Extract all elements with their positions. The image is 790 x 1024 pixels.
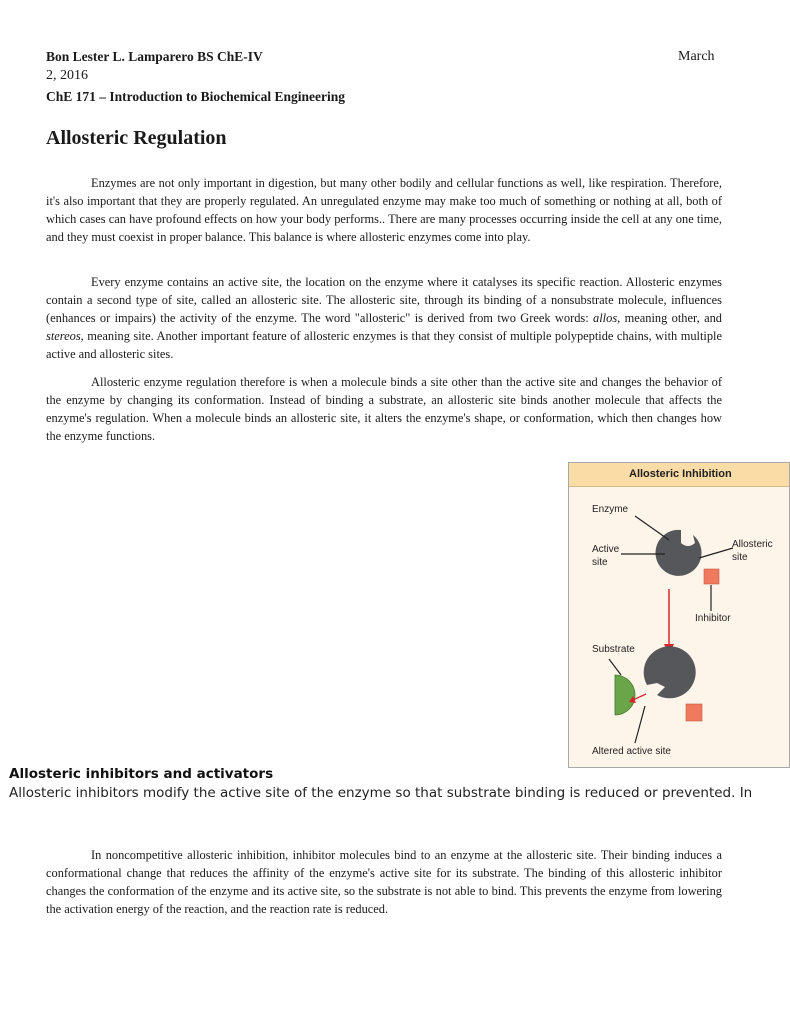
altered-site-leader-line bbox=[635, 706, 645, 743]
subsection-heading: Allosteric inhibitors and activators bbox=[9, 766, 274, 782]
allosteric-site-leader-line bbox=[699, 548, 733, 558]
subsection-text: Allosteric inhibitors modify the active site of the enzyme so that substrate binding is reduced or prevented. In bbox=[9, 785, 753, 801]
label-altered-active-site: Altered active site bbox=[592, 746, 671, 757]
term-allos: allos bbox=[593, 311, 618, 325]
label-allosteric-site-2: site bbox=[732, 552, 748, 563]
paragraph-text: Every enzyme contains an active site, the location on the enzyme where it catalyses its specific reaction. Allosteric enzymes contain a second type of site, called an allosteric site. The allosteric site, through its binding of a nonsubstrate molecule, influences (enhances or impairs) the activity of the enzyme. The word "allosteric" is derived from two Greek words: bbox=[46, 275, 722, 325]
date-day-year: 2, 2016 bbox=[46, 68, 88, 83]
author-line: Bon Lester L. Lamparero BS ChE-IV bbox=[46, 49, 263, 64]
paragraph-active-site bbox=[46, 273, 722, 363]
course-line: ChE 171 – Introduction to Biochemical Engineering bbox=[46, 89, 346, 104]
date-month: March bbox=[678, 49, 715, 64]
label-substrate: Substrate bbox=[592, 644, 635, 655]
inhibitor-square-top bbox=[704, 569, 719, 584]
allosteric-inhibition-figure bbox=[568, 462, 790, 768]
substrate-shape bbox=[615, 675, 635, 715]
enzyme-shape-top bbox=[656, 530, 702, 576]
paragraph-regulation: Allosteric enzyme regulation therefore is when a molecule binds a site other than the active site and changes the behavior of the enzyme by changing its conformation. Instead of binding a substrate, an allosteric site binds another molecule that affects the enzyme's regulation. When a molecule binds an allosteric site, it alters the enzyme's shape, or conformation, which then changes how the enzyme functions. bbox=[46, 375, 722, 443]
label-inhibitor: Inhibitor bbox=[695, 613, 731, 624]
label-active-site-1: Active bbox=[592, 544, 620, 555]
paragraph-text: , meaning other, and bbox=[617, 311, 722, 325]
substrate-leader-line bbox=[609, 659, 621, 675]
enzyme-leader-line bbox=[635, 516, 669, 540]
term-stereos: stereos bbox=[46, 329, 81, 343]
page-title: Allosteric Regulation bbox=[46, 127, 227, 149]
paragraph-noncompetitive: In noncompetitive allosteric inhibition, inhibitor molecules bind to an enzyme at the allosteric site. Their binding induces a conformational change that reduces the affinity of the enzyme's active site for its substrate. The binding of this allosteric inhibitor changes the conformation of the enzyme and its active site, so the substrate is not able to bind. This prevents the enzyme from lowering the activation energy of the reaction, and the reaction rate is reduced. bbox=[46, 848, 722, 916]
label-allosteric-site-1: Allosteric bbox=[732, 539, 773, 550]
enzyme-shape-bottom bbox=[644, 646, 696, 698]
label-enzyme: Enzyme bbox=[592, 504, 629, 515]
label-active-site-2: site bbox=[592, 557, 608, 568]
figure-title: Allosteric Inhibition bbox=[629, 468, 732, 480]
paragraph-intro: Enzymes are not only important in digestion, but many other bodily and cellular functions as well, like respiration. Therefore, it's also important that they are properly regulated. An unregulated enzyme may make too much of something or nothing at all, both of which cases can have profound effects on how your body performs.. There are many processes occurring inside the cell at any one time, and they must coexist in proper balance. This balance is where allosteric enzymes come into play. bbox=[46, 176, 722, 244]
paragraph-text: , meaning site. Another important feature of allosteric enzymes is that they consist of multiple polypeptide chains, with multiple active and allosteric sites. bbox=[46, 329, 722, 361]
inhibitor-square-bound bbox=[686, 704, 702, 721]
